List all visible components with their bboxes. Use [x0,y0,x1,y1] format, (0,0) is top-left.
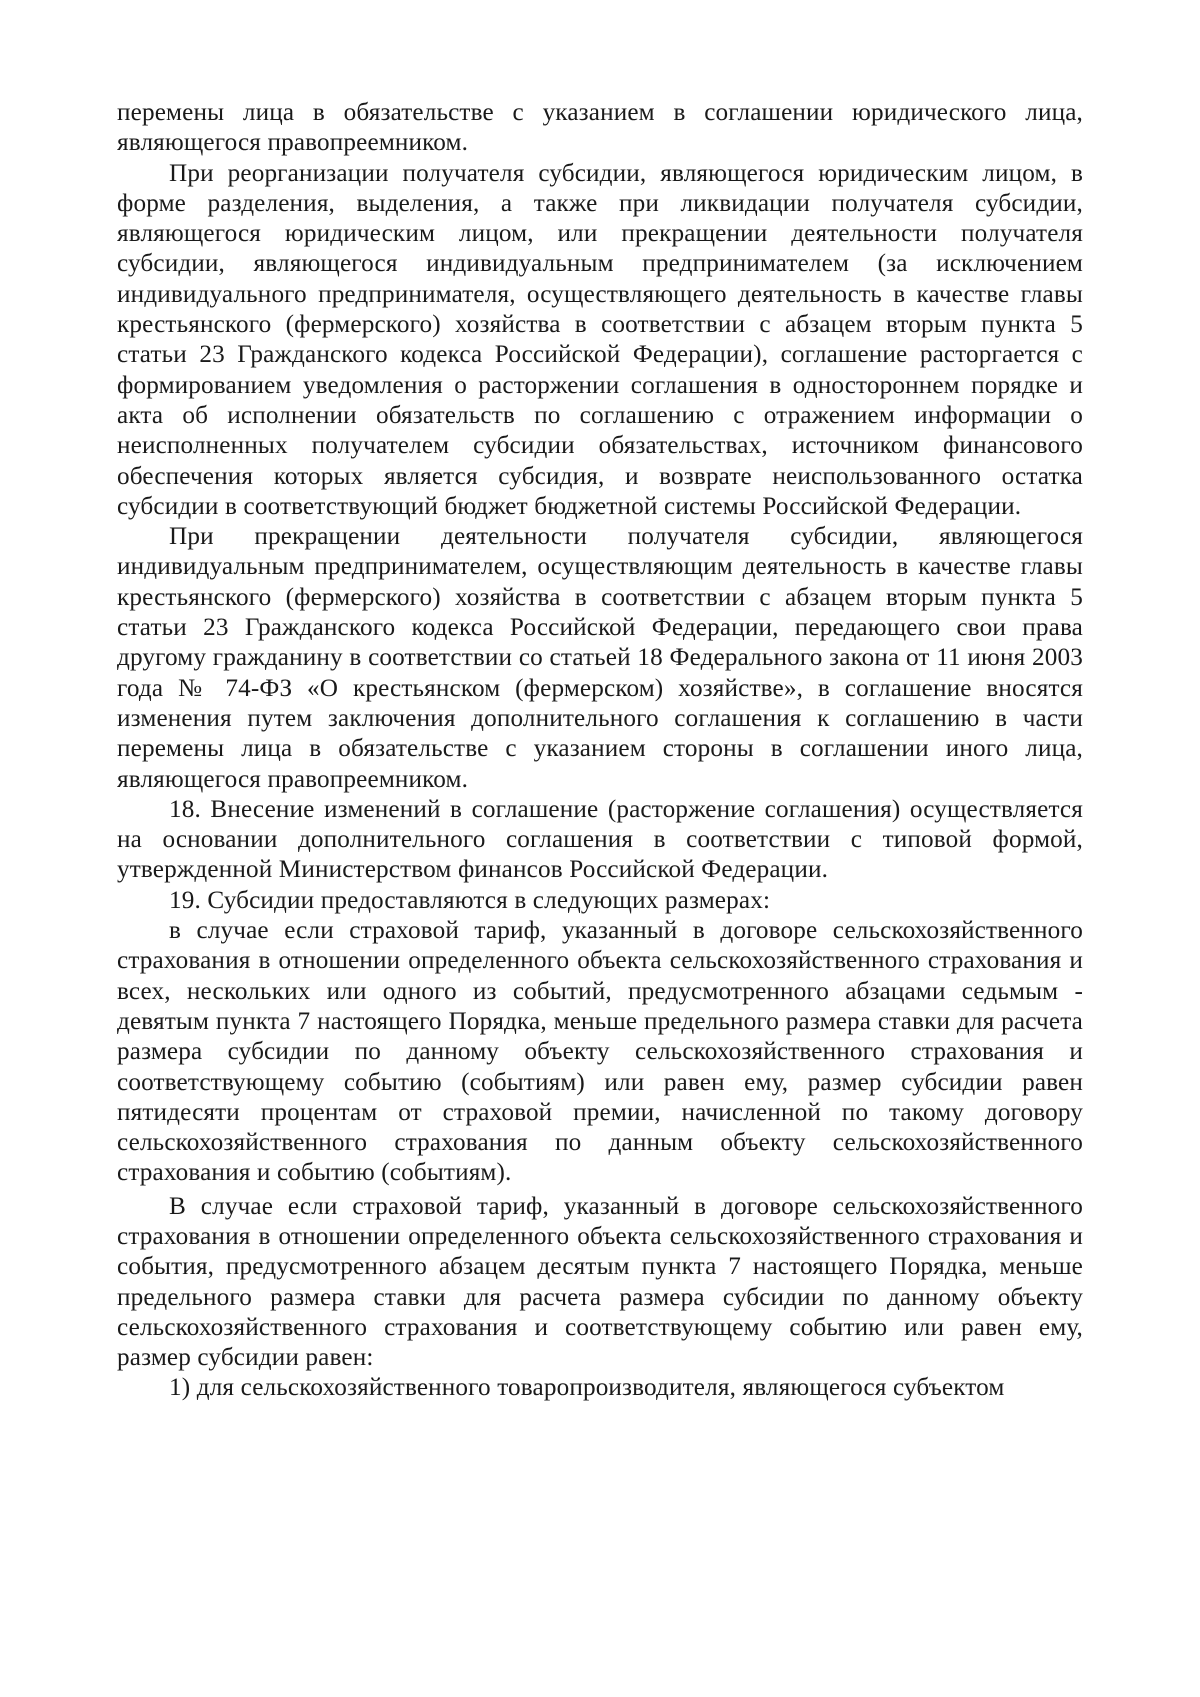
paragraph-item-18: 18. Внесение изменений в соглашение (расторжение соглашения) осуществляется на основании дополнительного соглашения в соответствии с типовой формой, утвержденной Министерством финансов Российской Федерации. [117,795,1083,884]
document-body [117,98,1083,1404]
paragraph-subsidy-case-2: В случае если страховой тариф, указанный в договоре сельскохозяйственного страхования в отношении определенного объекта сельскохозяйственного страхования и события, предусмотренного абзацем десятым пункта 7 настоящего Порядка, меньше предельного размера ставки для расчета размера субсидии по данному объекту сельскохозяйственного страхования и соответствующему событию или равен ему, размер субсидии равен: [117,1192,1083,1372]
paragraph-item-19: 19. Субсидии предоставляются в следующих размерах: [169,886,771,914]
paragraph-subsidy-case-1: в случае если страховой тариф, указанный в договоре сельскохозяйственного страхования в отношении определенного объекта сельскохозяйственного страхования и всех, нескольких или одного из событий, предусмотренного абзацами седьмым - девятым пункта 7 настоящего Порядка, меньше предельного размера ставки для расчета размера субсидии по данному объекту сельскохозяйственного страхования и соответствующему событию (событиям) или равен ему, размер субсидии равен пятидесяти процентам от страховой премии, начисленной по такому договору сельскохозяйственного страхования по данным объекту сельскохозяйственного страхования и событию (событиям). [117,917,1083,1187]
paragraph-continuation: перемены лица в обязательстве с указанием в соглашении юридического лица, являющегося правопреемником. [117,99,1083,157]
paragraph-termination: При прекращении деятельности получателя субсидии, являющегося индивидуальным предпринимателем, осуществляющим деятельность в качестве главы крестьянского (фермерского) хозяйства в соответствии с абзацем вторым пункта 5 статьи 23 Гражданского кодекса Российской Федерации, передающего свои права другому гражданину в соответствии со статьей 18 Федерального закона от 11 июня 2003 года № 74-ФЗ «О крестьянском (фермерском) хозяйстве», в соглашение вносятся изменения путем заключения дополнительного соглашения к соглашению в части перемены лица в обязательстве с указанием стороны в соглашении иного лица, являющегося правопреемником. [117,523,1083,793]
paragraph-reorganization: При реорганизации получателя субсидии, являющегося юридическим лицом, в форме разделения, выделения, а также при ликвидации получателя субсидии, являющегося юридическим лицом, или прекращении деятельности получателя субсидии, являющегося индивидуальным предпринимателем (за исключением индивидуального предпринимателя, осуществляющего деятельность в качестве главы крестьянского (фермерского) хозяйства в соответствии с абзацем вторым пункта 5 статьи 23 Гражданского кодекса Российской Федерации), соглашение расторгается с формированием уведомления о расторжении соглашения в одностороннем порядке и акта об исполнении обязательств по соглашению с отражением информации о неисполненных получателем субсидии обязательствах, источником финансового обеспечения которых является субсидия, и возврате неиспользованного остатка субсидии в соответствующий бюджет бюджетной системы Российской Федерации. [117,159,1083,520]
paragraph-subitem-1: 1) для сельскохозяйственного товаропроизводителя, являющегося субъектом [169,1374,1005,1402]
